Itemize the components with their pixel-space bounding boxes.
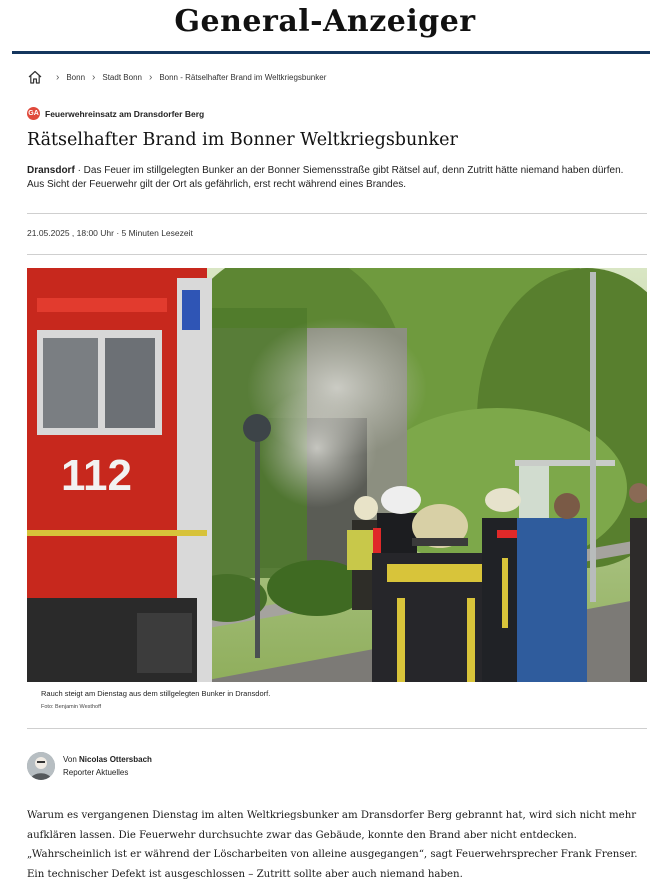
topic-label[interactable] [27, 107, 204, 120]
avatar[interactable] [27, 752, 55, 780]
truck-number: 112 [61, 451, 132, 500]
author-prefix: Von [63, 755, 80, 764]
divider [27, 254, 647, 255]
teaser-text: · Das Feuer im stillgelegten Bunker an der Bonner Siemensstraße gibt Rätsel auf, denn Zutritt hätte niemand haben dürfen. Aus Sicht der Feuerwehr gilt der Ort als gefährlich, erst recht während eines Brandes. [27, 165, 624, 190]
site-logo[interactable]: General-Anzeiger [174, 4, 476, 39]
topic-text: Feuerwehreinsatz am Dransdorfer Berg [45, 108, 205, 119]
author-name[interactable]: Nicolas Ottersbach [79, 755, 152, 764]
divider [27, 728, 647, 729]
ga-badge-icon: GA [27, 107, 40, 120]
photo-credit: Foto: Benjamin Westhoff [41, 704, 102, 710]
author-box[interactable] [27, 752, 152, 780]
author-avatar-icon [27, 752, 55, 780]
chevron-right-icon: › [56, 71, 60, 83]
photo-caption: Rauch steigt am Dienstag aus dem stillgelegten Bunker in Dransdorf. [41, 689, 271, 698]
breadcrumb-item-bonn[interactable]: Bonn [66, 72, 86, 82]
chevron-right-icon: › [92, 71, 96, 83]
fire-scene-image [27, 268, 647, 682]
chevron-right-icon: › [148, 71, 153, 83]
article-meta: 21.05.2025 , 18:00 Uhr · 5 Minuten Lesezeit [27, 228, 193, 238]
teaser-location: Dransdorf [27, 165, 75, 176]
article-title: Rätselhafter Brand im Bonner Weltkriegsbunker [27, 130, 458, 150]
home-icon[interactable] [27, 69, 43, 85]
breadcrumb-item-current: Bonn - Rätselhafter Brand im Weltkriegsbunker [159, 72, 327, 82]
breadcrumb-item-stadt-bonn[interactable]: Stadt Bonn [102, 72, 142, 82]
masthead-divider [12, 51, 650, 54]
author-byline [63, 753, 152, 766]
article-teaser [27, 164, 637, 192]
article-body: Warum es vergangenen Dienstag im alten Weltkriegsbunker am Dransdorfer Berg gebrannt hat, wird sich nicht mehr aufklären lassen. Die Feuerwehr durchsuchte zwar das Gebäude, konnte den Brand aber nicht entdecken. „Wahrscheinlich ist er während der Löscharbeiten von alleine ausgegangen“, sagt Feuerwehrsprecher Frank Frenser. Ein technischer Defekt ist ausgeschlossen – Zutritt sollte aber auch niemand haben. [27, 810, 638, 880]
author-role: Reporter Aktuelles [63, 768, 129, 777]
masthead [0, 0, 650, 52]
article-photo[interactable] [27, 268, 647, 682]
divider [27, 213, 647, 214]
breadcrumb [27, 66, 326, 88]
